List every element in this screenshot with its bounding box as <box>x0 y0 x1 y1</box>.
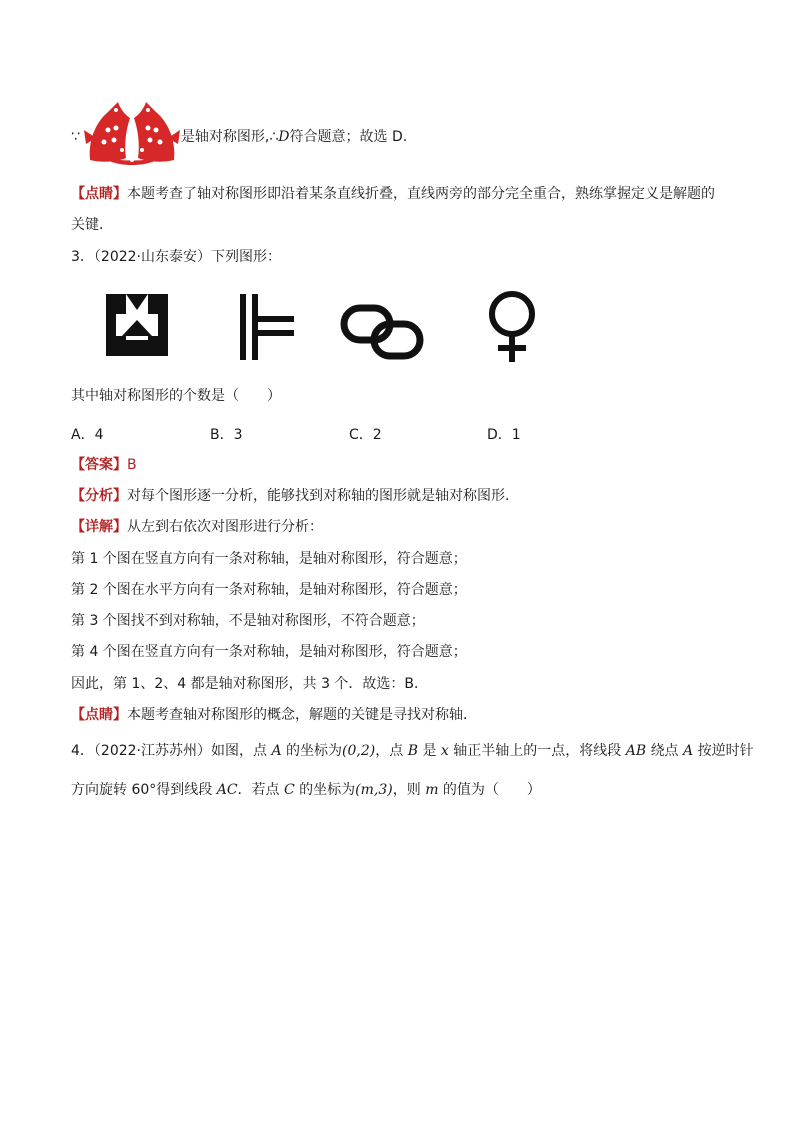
bracket-lines-icon <box>240 294 296 364</box>
comment-line-2: 关键． <box>71 217 113 233</box>
detail-line-2: 第 2 个图在水平方向有一条对称轴，是轴对称图形，符合题意； <box>71 582 467 598</box>
option-b: B．3 <box>210 427 243 443</box>
detail-line-3: 第 3 个图找不到对称轴，不是轴对称图形，不符合题意； <box>71 613 425 629</box>
detail-conclusion: 因此，第 1、2、4 都是轴对称图形，共 3 个．故选：B． <box>71 676 429 692</box>
option-a: A．4 <box>71 427 104 443</box>
comment-line-1: 【点睛】本题考查了轴对称图形即沿着某条直线折叠，直线两旁的部分完全重合，熟练掌握定义是解题的 <box>71 186 715 202</box>
question-4-line-1: 4．（2022·江苏苏州）如图，点 A 的坐标为(0,2)，点 B 是 x 轴正半轴上的一点，将线段 AB 绕点 A 按逆时针 <box>71 743 754 759</box>
analysis-line: 【分析】对每个图形逐一分析，能够找到对称轴的图形就是轴对称图形． <box>71 488 519 504</box>
option-c: C．2 <box>349 427 382 443</box>
answer-line: 【答案】B <box>71 457 137 473</box>
chain-link-icon <box>340 304 426 366</box>
paper-cut-fish-icon <box>82 100 182 172</box>
question-3-prompt: 其中轴对称图形的个数是（ ） <box>71 388 281 404</box>
detail-intro-line: 【详解】从左到右依次对图形进行分析： <box>71 519 323 535</box>
question-4-line-2: 方向旋转 60°得到线段 AC．若点 C 的坐标为(m,3)，则 m 的值为（ ） <box>71 782 541 798</box>
question-3-title: 3．（2022·山东泰安）下列图形： <box>71 249 281 265</box>
detail-line-1: 第 1 个图在竖直方向有一条对称轴，是轴对称图形，符合题意； <box>71 551 467 567</box>
venus-symbol-icon <box>484 290 540 368</box>
checkered-square-icon <box>106 294 168 360</box>
because-symbol: ∵ <box>71 129 80 145</box>
option-d: D．1 <box>487 427 521 443</box>
detail-line-4: 第 4 个图在竖直方向有一条对称轴，是轴对称图形，符合题意； <box>71 644 467 660</box>
comment-3-line: 【点睛】本题考查轴对称图形的概念，解题的关键是寻找对称轴． <box>71 707 477 723</box>
solution-line-1: ∵ 是轴对称图形,∴D符合题意；故选 D. <box>71 129 408 145</box>
